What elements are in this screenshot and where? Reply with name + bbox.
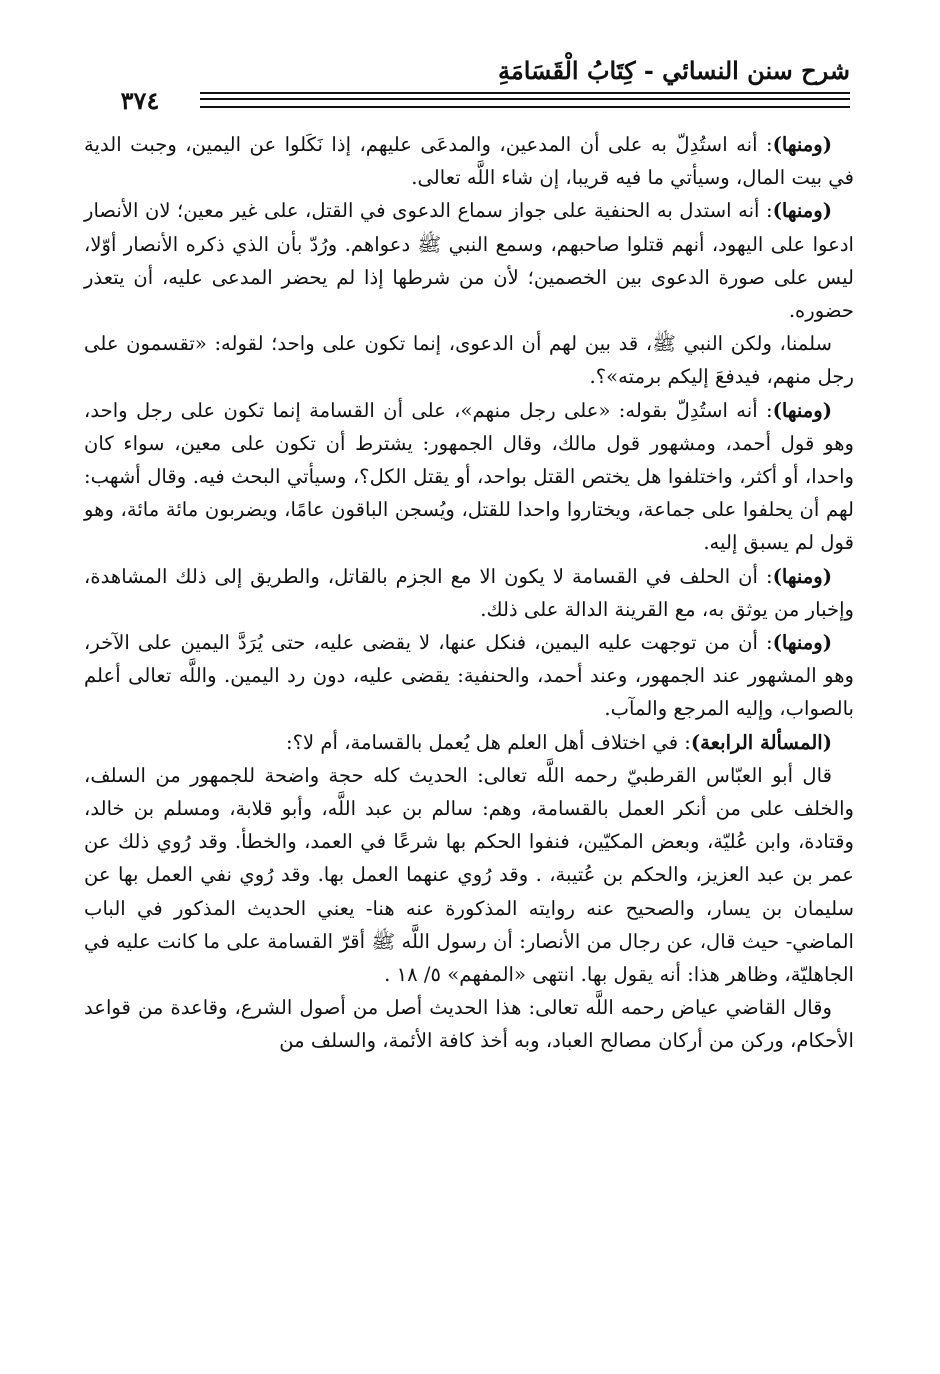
paragraph-text: : أنه استُدِلّ به على أن المدعين، والمدعَى عليهم، إذا نَكَلوا عن اليمين، وجبت الدية في بيت المال، وسيأتي ما فيه قريبا، إن شاء اللَّه تعالى. [84,133,854,190]
paragraph [84,759,854,991]
paragraph-text: وقال القاضي عياض رحمه اللَّه تعالى: هذا الحديث أصل من أصول الشرع، وقاعدة من قواعد الأحكام، وركن من أركان مصالح العباد، وبه أخذ كافة الأئمة، والسلف من [84,996,854,1053]
paragraph [84,626,854,726]
paragraph-lead: (ومنها) [772,564,832,588]
header-rule [200,92,850,94]
paragraph-text: : في اختلاف أهل العلم هل يُعمل بالقسامة، أم لا؟: [285,730,691,754]
paragraph [84,327,854,393]
page-body [84,128,854,1058]
paragraph-text: : أن من توجهت عليه اليمين، فنكل عنها، لا يقضى عليه، حتى يُرَدَّ اليمين على الآخر، وهو المشهور عند الجمهور، وعند أحمد، والحنفية: يقضى عليه، دون رد اليمين. واللَّه تعالى أعلم بالصواب، وإليه المرجع والمآب. [84,631,854,721]
running-title: شرح سنن النسائي - كِتَابُ الْقَسَامَةِ [498,56,850,85]
paragraph [84,128,854,194]
header-double-rule [200,98,850,108]
paragraph-lead: (ومنها) [772,199,832,223]
paragraph-lead: (المسألة الرابعة) [690,730,832,754]
paragraph-lead: (ومنها) [772,398,832,422]
paragraph [84,991,854,1057]
page-number: ٣٧٤ [120,86,160,115]
paragraph-text: قال أبو العبّاس القرطبيّ رحمه اللَّه تعالى: الحديث كله حجة واضحة للجمهور من السلف، والخلف على من أنكر العمل بالقسامة، وهم: سالم بن عبد اللَّه، وأبو قلابة، ومسلم بن خالد، وقتادة، وابن عُليّة، وبعض المكيّين، فنفوا الحكم بها شرعًا في العمد، والخطأ. وقد رُوي ذلك عن عمر بن عبد العزيز، والحكم بن عُتيبة، . وقد رُوي عنهما العمل بها. وقد رُوي نفي العمل بها عن سليمان بن يسار، والصحيح عنه روايته المذكورة عنه هنا- يعني الحديث المذكور في الباب الماضي- حيث قال، عن رجال من الأنصار: أن رسول اللَّه ﷺ أقرّ القسامة على ما كانت عليه في الجاهليّة، وظاهر هذا: أنه يقول بها. انتهى «المفهم» ٥/ ١٨ . [84,763,854,987]
paragraph [84,194,854,327]
page-header [90,56,850,116]
paragraph [84,394,854,560]
paragraph-lead: (ومنها) [772,631,832,655]
paragraph-text: : أن الحلف في القسامة لا يكون الا مع الجزم بالقاتل، والطريق إلى ذلك المشاهدة، وإخبار من يوثق به، مع القرينة الدالة على ذلك. [84,564,854,621]
paragraph [84,726,854,759]
paragraph-text: سلمنا، ولكن النبي ﷺ، قد بين لهم أن الدعوى، إنما تكون على واحد؛ لقوله: «تقسمون على رجل منهم، فيدفعَ إليكم برمته»؟. [84,332,854,389]
paragraph-text: : أنه استدل به الحنفية على جواز سماع الدعوى في القتل، على غير معين؛ لان الأنصار ادعوا على اليهود، أنهم قتلوا صاحبهم، وسمع النبي ﷺ دعواهم. ورُدّ بأن الذي ذكره الأنصار أوّلا، ليس على صورة الدعوى بين الخصمين؛ لأن من شرطها إذا لم يحضر المدعى عليه، أن يتعذر حضوره. [84,199,854,323]
paragraph-text: : أنه استُدِلّ بقوله: «على رجل منهم»، على أن القسامة إنما تكون على رجل واحد، وهو قول أحمد، ومشهور قول مالك، وقال الجمهور: يشترط أن تكون على معين، سواء كان واحدا، أو أكثر، واختلفوا هل يختص القتل بواحد، أو يقتل الكل؟، وسيأتي البحث فيه. وقال أشهب: لهم أن يحلفوا على جماعة، ويختاروا واحدا للقتل، ويُسجن الباقون عامًا، ويضربون مائة مائة، وهو قول لم يسبق إليه. [84,398,854,555]
paragraph-lead: (ومنها) [772,133,832,156]
paragraph [84,560,854,626]
